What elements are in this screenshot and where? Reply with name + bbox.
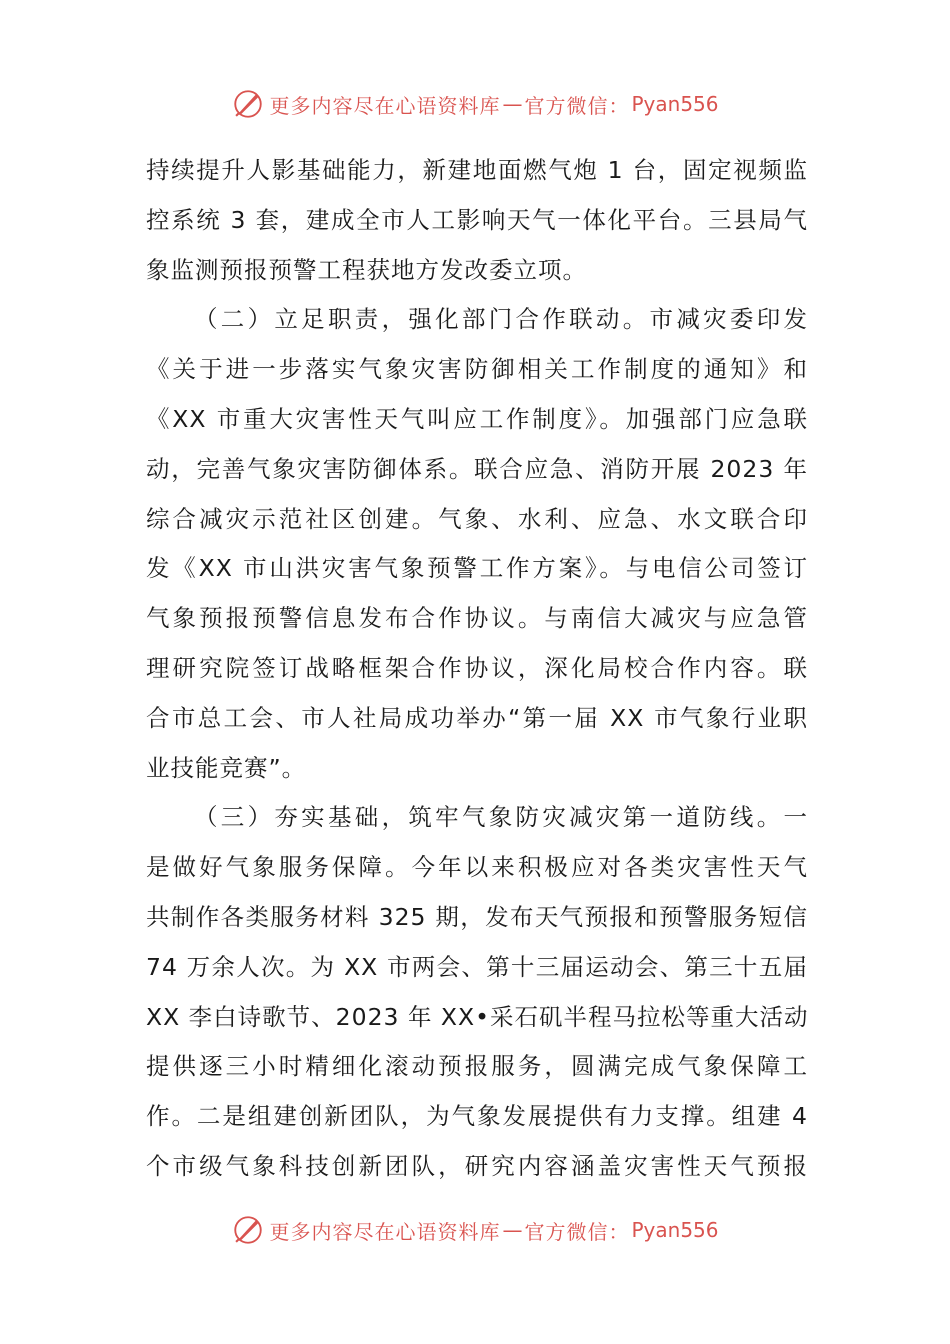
text-line: 发《XX 市山洪灾害气象预警工作方案》。与电信公司签订	[146, 554, 808, 583]
text-line: 持续提升人影基础能力，新建地面燃气炮 1 台，固定视频监	[146, 156, 808, 184]
text-line: 气象预报预警信息发布合作协议。与南信大减灾与应急管	[146, 604, 808, 633]
banner-slogan: 更多内容尽在心语资料库	[269, 93, 501, 118]
text-line: 作。二是组建创新团队，为气象发展提供有力支撑。组建 4	[146, 1102, 808, 1131]
text-line: 动，完善气象灾害防御体系。联合应急、消防开展 2023 年	[146, 454, 808, 483]
text-line: 74 万余人次。为 XX 市两会、第十三届运动会、第三十五届	[146, 952, 808, 981]
banner-slogan: 更多内容尽在心语资料库	[269, 1219, 501, 1244]
quill-logo-icon	[231, 87, 265, 121]
text-line: 理研究院签订战略框架合作协议，深化局校合作内容。联	[146, 653, 808, 682]
banner-separator: —	[502, 92, 523, 116]
text-line: 共制作各类服务材料 325 期，发布天气预报和预警服务短信	[146, 902, 808, 931]
banner-wechat-label: 官方微信：	[524, 1219, 630, 1244]
text-line: 业技能竞赛”。	[146, 753, 307, 782]
text-line: 《关于进一步落实气象灾害防御相关工作制度的通知》和	[146, 355, 808, 384]
banner-wechat-id: Pyan556	[631, 92, 719, 116]
banner-separator: —	[502, 1218, 523, 1242]
document-body	[146, 146, 808, 1192]
section-heading-line: （二）立足职责，强化部门合作联动。市减灾委印发	[194, 305, 808, 334]
quill-logo-icon	[231, 1213, 265, 1247]
text-line: 控系统 3 套，建成全市人工影响天气一体化平台。三县局气	[146, 205, 808, 234]
text-line: 是做好气象服务保障。今年以来积极应对各类灾害性天气	[146, 853, 808, 882]
header-watermark-banner	[0, 84, 950, 124]
section-heading-line: （三）夯实基础，筑牢气象防灾减灾第一道防线。一	[194, 803, 808, 832]
text-line: 合市总工会、市人社局成功举办“第一届 XX 市气象行业职	[146, 703, 808, 732]
text-line: XX 李白诗歌节、2023 年 XX•采石矶半程马拉松等重大活动	[146, 1002, 809, 1031]
text-line: 提供逐三小时精细化滚动预报服务，圆满完成气象保障工	[146, 1052, 808, 1081]
text-line: 《XX 市重大灾害性天气叫应工作制度》。加强部门应急联	[146, 404, 808, 433]
text-line: 象监测预报预警工程获地方发改委立项。	[146, 255, 587, 284]
banner-wechat-id: Pyan556	[631, 1218, 719, 1242]
text-line: 个市级气象科技创新团队，研究内容涵盖灾害性天气预报	[146, 1151, 808, 1180]
footer-watermark-banner	[0, 1210, 950, 1250]
banner-wechat-label: 官方微信：	[524, 93, 630, 118]
text-line: 综合减灾示范社区创建。气象、水利、应急、水文联合印	[146, 504, 808, 533]
